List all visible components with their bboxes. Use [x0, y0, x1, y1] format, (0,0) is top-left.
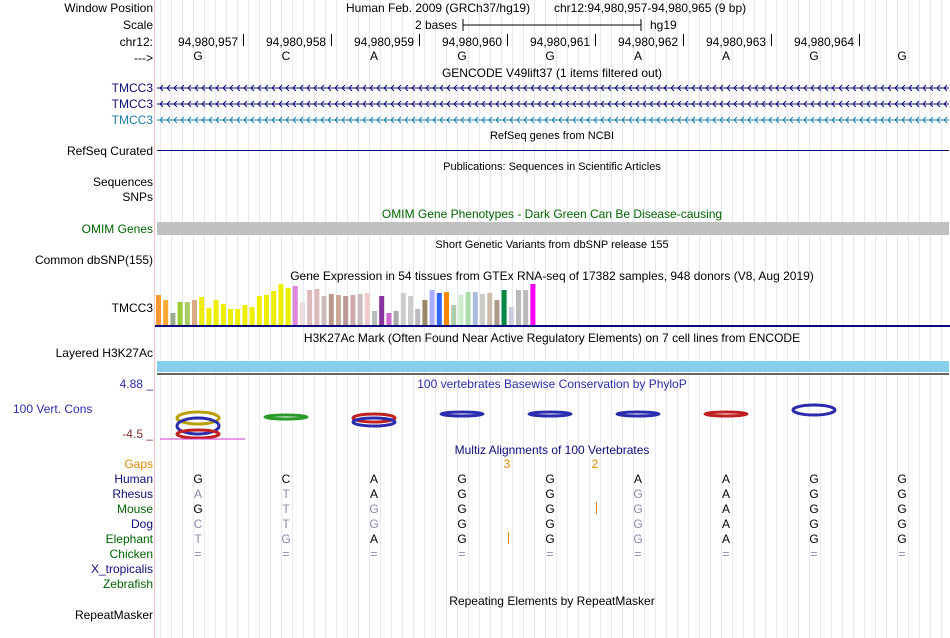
gtex-tissue-bar[interactable]	[437, 293, 442, 325]
gtex-tissue-bar[interactable]	[386, 313, 391, 325]
coord-tick	[683, 34, 684, 46]
gencode-title[interactable]: GENCODE V49lift37 (1 items filtered out)	[441, 66, 663, 80]
species-label[interactable]: Chicken	[109, 547, 153, 561]
sequence-base: C	[281, 49, 291, 63]
alignment-base: =	[634, 547, 642, 561]
scale-text: 2 bases	[415, 18, 458, 32]
gene-model[interactable]	[157, 115, 949, 125]
gtex-tissue-bar[interactable]	[502, 290, 507, 325]
gtex-tissue-bar[interactable]	[199, 297, 204, 325]
assembly-title: Human Feb. 2009 (GRCh37/hg19)	[346, 1, 531, 15]
coord-label: 94,980,959	[354, 35, 415, 49]
alignment-base: G	[809, 517, 819, 531]
alignment-base: A	[721, 502, 731, 516]
chrom-label: chr12:	[119, 35, 153, 49]
gtex-tissue-bar[interactable]	[192, 300, 197, 325]
alignment-base: =	[370, 547, 378, 561]
alignment-base: =	[898, 547, 906, 561]
alignment-base: G	[545, 532, 555, 546]
coord-label: 94,980,961	[530, 35, 591, 49]
gtex-tissue-bar[interactable]	[350, 295, 355, 325]
gtex-tissue-bar[interactable]	[250, 307, 255, 325]
dbsnp-label[interactable]: Common dbSNP(155)	[34, 253, 153, 267]
alignment-base: G	[897, 472, 907, 486]
alignment-base: A	[369, 472, 379, 486]
scale-label: Scale	[122, 18, 153, 32]
refseq-line[interactable]	[157, 150, 949, 151]
alignment-base: G	[369, 517, 379, 531]
gtex-tissue-bar[interactable]	[307, 290, 312, 325]
alignment-base: G	[545, 517, 555, 531]
conservation-logo[interactable]	[793, 405, 835, 415]
gtex-tissue-bar[interactable]	[509, 307, 514, 325]
gtex-tissue-bar[interactable]	[336, 295, 341, 325]
alignment-base: =	[810, 547, 818, 561]
coord-tick	[859, 34, 860, 46]
alignment-base: T	[282, 502, 290, 516]
gaps-label: Gaps	[124, 457, 153, 471]
gtex-tissue-bar[interactable]	[473, 292, 478, 325]
gtex-tissue-bar[interactable]	[329, 294, 334, 325]
conservation-logo[interactable]	[441, 412, 483, 416]
gtex-tissue-bar[interactable]	[401, 293, 406, 325]
sequence-base: A	[721, 49, 731, 63]
gtex-tissue-bar[interactable]	[293, 286, 298, 325]
alignment-base: G	[897, 532, 907, 546]
conservation-logo[interactable]	[265, 415, 307, 419]
strand-label: --->	[134, 51, 153, 65]
coord-tick	[419, 34, 420, 46]
sequence-base: G	[193, 49, 203, 63]
alignment-base: G	[809, 472, 819, 486]
gtex-chart[interactable]	[155, 283, 950, 328]
gtex-tissue-bar[interactable]	[516, 290, 521, 325]
alignment-base: A	[369, 487, 379, 501]
gtex-tissue-bar[interactable]	[271, 291, 276, 325]
publications-title[interactable]: Publications: Sequences in Scientific Articles	[443, 161, 661, 173]
gtex-tissue-bar[interactable]	[185, 302, 190, 325]
conservation-logo[interactable]	[617, 412, 659, 416]
conservation-min-label: -4.5 _	[122, 427, 153, 441]
alignment-base: =	[194, 547, 202, 561]
gene-model[interactable]	[157, 99, 949, 109]
repeatmasker-label[interactable]: RepeatMasker	[74, 608, 153, 622]
gtex-tissue-bar[interactable]	[451, 305, 456, 325]
alignment-base: =	[722, 547, 730, 561]
gtex-tissue-bar[interactable]	[365, 293, 370, 325]
gtex-tissue-bar[interactable]	[444, 292, 449, 325]
species-label[interactable]: Human	[114, 472, 153, 486]
alignment-base: G	[193, 502, 203, 516]
gtex-tissue-bar[interactable]	[480, 294, 485, 325]
multiz-title[interactable]: Multiz Alignments of 100 Vertebrates	[454, 443, 650, 457]
gtex-tissue-bar[interactable]	[415, 309, 420, 325]
gtex-tissue-bar[interactable]	[300, 302, 305, 325]
gtex-tissue-bar[interactable]	[206, 308, 211, 325]
alignment-base: G	[809, 487, 819, 501]
gtex-tissue-bar[interactable]	[214, 300, 219, 325]
gap-count: 3	[503, 457, 511, 471]
alignment-base: G	[545, 487, 555, 501]
species-label[interactable]: Elephant	[105, 532, 153, 546]
gtex-tissue-bar[interactable]	[264, 295, 269, 325]
gtex-tissue-bar[interactable]	[458, 295, 463, 325]
gencode-item-label[interactable]: TMCC3	[111, 81, 153, 95]
coord-label: 94,980,960	[442, 35, 503, 49]
gtex-tissue-bar[interactable]	[286, 288, 291, 325]
alignment-base: T	[282, 487, 290, 501]
species-label[interactable]: Mouse	[116, 502, 153, 516]
alignment-base: G	[545, 472, 555, 486]
gtex-tissue-bar[interactable]	[430, 290, 435, 325]
omim-title[interactable]: OMIM Gene Phenotypes - Dark Green Can Be Disease-causing	[381, 207, 723, 221]
conservation-max-label: 4.88 _	[119, 377, 153, 391]
alignment-base: A	[721, 532, 731, 546]
alignment-base: A	[721, 487, 731, 501]
omim-bar[interactable]	[157, 222, 949, 235]
alignment-base: G	[457, 532, 467, 546]
coord-label: 94,980,957	[178, 35, 239, 49]
insert-marker	[596, 502, 597, 514]
alignment-base: G	[809, 532, 819, 546]
gtex-baseline	[155, 325, 950, 327]
species-label[interactable]: X_tropicalis	[90, 562, 153, 576]
coord-label: 94,980,962	[618, 35, 679, 49]
scale-db: hg19	[650, 18, 677, 32]
gtex-tissue-bar[interactable]	[422, 300, 427, 325]
alignment-base: G	[369, 502, 379, 516]
conservation-logo[interactable]	[529, 412, 571, 416]
sequence-base: G	[457, 49, 467, 63]
gtex-tissue-bar[interactable]	[278, 284, 283, 325]
alignment-base: G	[633, 532, 643, 546]
gene-model[interactable]	[157, 83, 949, 93]
sequence-base: A	[369, 49, 379, 63]
coord-tick	[331, 34, 332, 46]
species-label[interactable]: Zebrafish	[102, 577, 153, 591]
conservation-label[interactable]: 100 Vert. Cons	[13, 402, 93, 416]
coord-tick	[595, 34, 596, 46]
gtex-tissue-bar[interactable]	[235, 309, 240, 325]
gtex-tissue-bar[interactable]	[394, 311, 399, 325]
refseq-title[interactable]: RefSeq genes from NCBI	[489, 130, 615, 142]
repeatmasker-title[interactable]: Repeating Elements by RepeatMasker	[449, 594, 655, 608]
gtex-tissue-bar[interactable]	[494, 300, 499, 325]
species-label[interactable]: Rhesus	[112, 487, 153, 501]
gtex-tissue-bar[interactable]	[322, 296, 327, 325]
scale-bar	[462, 17, 644, 33]
publications-label-snps[interactable]: SNPs	[122, 190, 153, 204]
alignment-base: G	[457, 517, 467, 531]
h3k27ac-baseline	[157, 373, 949, 375]
gtex-tissue-bar[interactable]	[487, 293, 492, 325]
alignment-base: C	[193, 517, 203, 531]
alignment-base: G	[633, 487, 643, 501]
alignment-base: G	[633, 517, 643, 531]
alignment-base: A	[369, 532, 379, 546]
gtex-tissue-bar[interactable]	[523, 290, 528, 325]
alignment-base: G	[281, 532, 291, 546]
h3k27ac-label[interactable]: Layered H3K27Ac	[55, 346, 153, 360]
coord-label: 94,980,963	[706, 35, 767, 49]
coord-tick	[243, 34, 244, 46]
alignment-base: A	[721, 517, 731, 531]
alignment-base: G	[457, 487, 467, 501]
gtex-tissue-bar[interactable]	[358, 294, 363, 325]
conservation-title[interactable]: 100 vertebrates Basewise Conservation by PhyloP	[417, 377, 687, 391]
alignment-base: G	[457, 472, 467, 486]
gtex-tissue-bar[interactable]	[343, 296, 348, 325]
alignment-base: G	[897, 502, 907, 516]
coord-label: 94,980,964	[794, 35, 855, 49]
coord-tick	[507, 34, 508, 46]
position-text[interactable]: chr12:94,980,957-94,980,965 (9 bp)	[554, 1, 747, 15]
gtex-label[interactable]: TMCC3	[111, 301, 153, 315]
gtex-tissue-bar[interactable]	[156, 295, 161, 325]
alignment-base: T	[194, 532, 202, 546]
gtex-tissue-bar[interactable]	[170, 313, 175, 325]
sequence-base: G	[897, 49, 907, 63]
coord-tick	[771, 34, 772, 46]
window-position-label: Window Position	[64, 1, 153, 15]
alignment-base: =	[546, 547, 554, 561]
h3k27ac-bar[interactable]	[157, 361, 949, 372]
alignment-base: A	[193, 487, 203, 501]
gencode-item-label[interactable]: TMCC3	[111, 97, 153, 111]
sequence-base: G	[809, 49, 819, 63]
alignment-base: G	[897, 487, 907, 501]
h3k27ac-title[interactable]: H3K27Ac Mark (Often Found Near Active Regulatory Elements) on 7 cell lines from ENCODE	[303, 331, 801, 345]
sequence-base: G	[545, 49, 555, 63]
gtex-tissue-bar[interactable]	[408, 296, 413, 325]
alignment-base: G	[457, 502, 467, 516]
conservation-logos[interactable]	[155, 400, 950, 445]
coord-label: 94,980,958	[266, 35, 327, 49]
dbsnp-title[interactable]: Short Genetic Variants from dbSNP release 155	[435, 239, 669, 251]
alignment-base: G	[193, 472, 203, 486]
alignment-base: T	[282, 517, 290, 531]
sequence-base: A	[633, 49, 643, 63]
refseq-label[interactable]: RefSeq Curated	[66, 144, 153, 158]
alignment-base: G	[545, 502, 555, 516]
omim-label[interactable]: OMIM Genes	[81, 222, 153, 236]
alignment-base: A	[721, 472, 731, 486]
alignment-base: =	[458, 547, 466, 561]
alignment-base: =	[282, 547, 290, 561]
gtex-tissue-bar[interactable]	[242, 305, 247, 325]
gencode-item-label[interactable]: TMCC3	[111, 113, 153, 127]
conservation-logo[interactable]	[705, 412, 747, 416]
insert-marker	[508, 532, 509, 544]
alignment-base: G	[809, 502, 819, 516]
alignment-base: G	[897, 517, 907, 531]
gtex-tissue-bar[interactable]	[530, 284, 535, 325]
gtex-tissue-bar[interactable]	[228, 309, 233, 325]
alignment-base: C	[281, 472, 291, 486]
gtex-tissue-bar[interactable]	[257, 296, 262, 325]
gap-count: 2	[591, 457, 599, 471]
publications-label-sequences[interactable]: Sequences	[92, 175, 153, 189]
gtex-tissue-bar[interactable]	[466, 292, 471, 325]
species-label[interactable]: Dog	[130, 517, 153, 531]
gtex-tissue-bar[interactable]	[314, 289, 319, 325]
gtex-tissue-bar[interactable]	[163, 300, 168, 325]
gtex-tissue-bar[interactable]	[221, 304, 226, 325]
gtex-tissue-bar[interactable]	[379, 296, 384, 325]
alignment-base: A	[633, 472, 643, 486]
alignment-base: G	[633, 502, 643, 516]
gtex-tissue-bar[interactable]	[178, 302, 183, 325]
gtex-title[interactable]: Gene Expression in 54 tissues from GTEx RNA-seq of 17382 samples, 948 donors (V8, Aug 2019)	[290, 269, 814, 283]
gtex-tissue-bar[interactable]	[372, 311, 377, 325]
